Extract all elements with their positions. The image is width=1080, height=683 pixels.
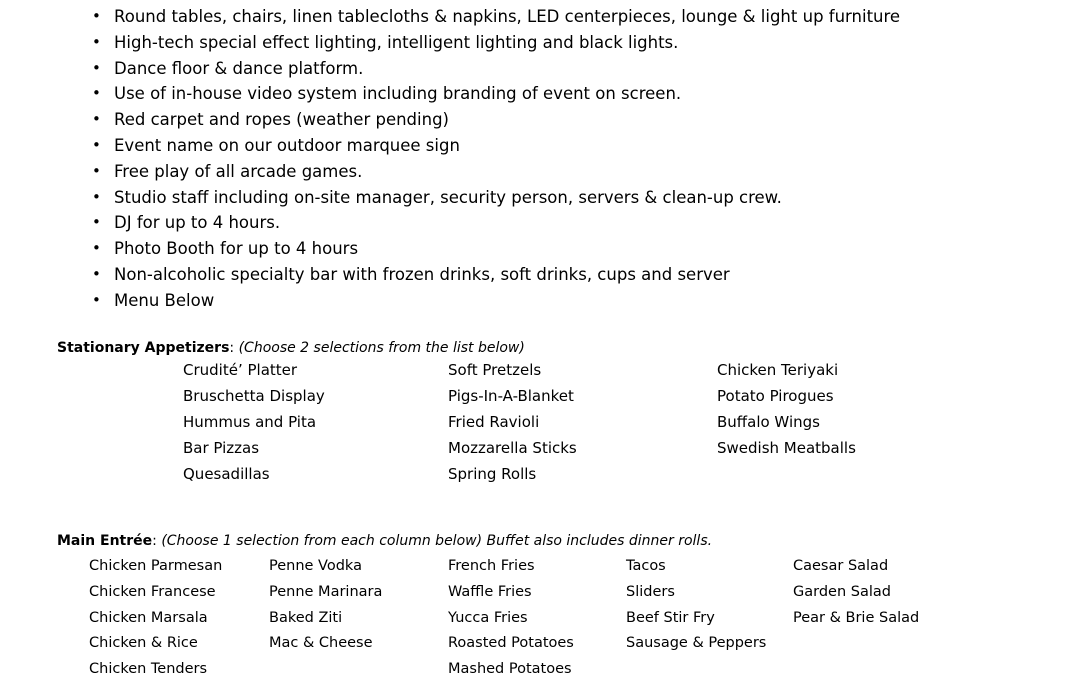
list-item: Chicken Teriyaki <box>717 361 839 379</box>
list-item: Bruschetta Display <box>183 386 325 405</box>
entree-column-4 <box>626 554 766 657</box>
list-item: Chicken Marsala <box>89 609 208 626</box>
list-item: • Round tables, chairs, linen tablecloths & napkins, LED centerpieces, lounge & light up furniture <box>92 4 900 30</box>
list-item: Buffalo Wings <box>717 412 820 431</box>
list-item: Yucca Fries <box>448 609 528 626</box>
appetizers-note: (Choose 2 selections from the list below) <box>238 340 525 356</box>
appetizers-column-2 <box>448 358 577 487</box>
list-item: Bar Pizzas <box>183 438 260 457</box>
list-item: Chicken Francese <box>89 583 216 600</box>
list-item: • Use of in-house video system including branding of event on screen. <box>92 81 900 107</box>
list-item: Fried Ravioli <box>448 412 540 431</box>
list-item: • Photo Booth for up to 4 hours <box>92 236 900 262</box>
list-item: • Dance floor & dance platform. <box>92 56 900 82</box>
list-item: Pear & Brie Salad <box>793 609 920 626</box>
entree-column-2 <box>269 554 382 657</box>
list-item: Waffle Fries <box>448 583 532 600</box>
list-item: • Menu Below <box>92 288 900 314</box>
list-item: Penne Marinara <box>269 583 383 600</box>
list-item: • Red carpet and ropes (weather pending) <box>92 107 900 133</box>
list-item: Hummus and Pita <box>183 412 317 431</box>
appetizers-label: Stationary Appetizers <box>57 340 230 356</box>
list-item: • Event name on our outdoor marquee sign <box>92 133 900 159</box>
list-item: • Non-alcoholic specialty bar with frozen drinks, soft drinks, cups and server <box>92 262 900 288</box>
list-item: French Fries <box>448 558 535 574</box>
package-inclusions-list <box>92 4 900 314</box>
list-item: Tacos <box>626 558 666 574</box>
list-item: Quesadillas <box>183 464 270 483</box>
appetizers-separator: : <box>229 340 239 356</box>
entree-column-3 <box>448 554 574 683</box>
list-item: Chicken Tenders <box>89 661 208 678</box>
list-item: Mozzarella Sticks <box>448 438 577 457</box>
list-item: Potato Pirogues <box>717 386 834 405</box>
entree-column-1 <box>89 554 222 683</box>
main-entree-heading <box>57 533 712 549</box>
main-entree-label: Main Entrée <box>57 533 153 549</box>
list-item: • High-tech special effect lighting, intelligent lighting and black lights. <box>92 30 900 56</box>
list-item: Pigs-In-A-Blanket <box>448 386 574 405</box>
list-item: Baked Ziti <box>269 609 343 626</box>
list-item: Chicken & Rice <box>89 635 198 652</box>
list-item: Chicken Parmesan <box>89 558 223 574</box>
list-item: Penne Vodka <box>269 558 362 574</box>
list-item: Sausage & Peppers <box>626 635 767 652</box>
list-item: Sliders <box>626 583 675 600</box>
list-item: • Free play of all arcade games. <box>92 159 900 185</box>
list-item: Spring Rolls <box>448 464 537 483</box>
list-item: Garden Salad <box>793 583 891 600</box>
list-item: Swedish Meatballs <box>717 438 856 457</box>
entree-column-5 <box>793 554 919 631</box>
list-item: • Studio staff including on-site manager, security person, servers & clean-up crew. <box>92 185 900 211</box>
list-item: Mac & Cheese <box>269 635 373 652</box>
list-item: Crudité’ Platter <box>183 361 298 379</box>
main-entree-separator: : <box>152 533 162 549</box>
list-item: Soft Pretzels <box>448 361 542 379</box>
list-item: Roasted Potatoes <box>448 635 574 652</box>
list-item: Mashed Potatoes <box>448 661 572 678</box>
appetizers-heading <box>57 340 525 356</box>
appetizers-column-1 <box>183 358 325 487</box>
list-item: Beef Stir Fry <box>626 609 715 626</box>
appetizers-column-3 <box>717 358 856 462</box>
main-entree-note: (Choose 1 selection from each column below) Buffet also includes dinner rolls. <box>161 533 713 549</box>
list-item: Caesar Salad <box>793 558 889 574</box>
list-item: • DJ for up to 4 hours. <box>92 210 900 236</box>
